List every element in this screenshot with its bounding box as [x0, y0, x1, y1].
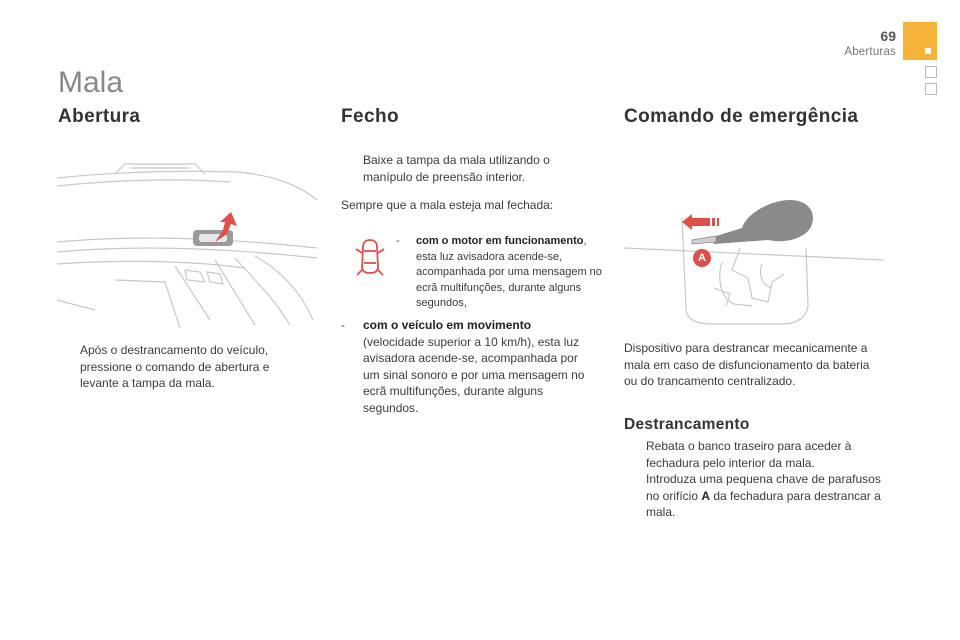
page-number: 69 [880, 28, 896, 44]
section-label: Aberturas [844, 46, 896, 58]
chapter-tab-active [903, 22, 937, 60]
heading-abertura: Abertura [58, 106, 141, 127]
item-bold: com o veículo em movimento [363, 318, 532, 332]
page-title: Mala [58, 66, 124, 99]
instruction-abertura [62, 342, 292, 392]
chapter-tab [925, 66, 937, 78]
warning-item-engine [396, 234, 604, 312]
warning-item-moving [341, 317, 591, 416]
item-text: , esta luz avisadora acende-se, acompanhada por uma mensagem no ecrã multifunções, durante alguns segundos, [416, 235, 602, 309]
instruction-text: Baixe a tampa da mala utilizando o manípulo de preensão interior. [363, 153, 550, 184]
boot-opening-illustration [55, 160, 320, 328]
item-bold: com o motor em funcionamento [416, 235, 584, 247]
subheading-destrancamento: Destrancamento [624, 416, 750, 433]
instruction-text: Após o destrancamento do veículo, pressione o comando de abertura e levante a tampa da mala. [80, 343, 270, 390]
heading-comando-emergencia: Comando de emergência [624, 106, 859, 127]
instruction-fecho [341, 152, 581, 185]
emergency-description: Dispositivo para destrancar mecanicamente a mala em caso de disfuncionamento da bateria ou do trancamento centralizado. [624, 341, 870, 388]
dash: - [341, 318, 345, 332]
chapter-tab [925, 83, 937, 95]
list-item [624, 438, 884, 471]
item-text: Introduza uma pequena chave de parafusos no orifício [646, 472, 881, 503]
heading-fecho: Fecho [341, 106, 399, 127]
list-item [624, 471, 884, 521]
dash: - [396, 235, 400, 247]
intro-text: Sempre que a mala esteja mal fechada: [341, 198, 554, 212]
item-text: Rebata o banco traseiro para aceder à fechadura pelo interior da mala. [646, 439, 852, 470]
item-text-after: da fechadura para destrancar a mala. [646, 488, 881, 519]
figure-label-a: A [698, 252, 706, 264]
unlock-instructions [624, 438, 884, 521]
item-text: (velocidade superior a 10 km/h), esta luz avisadora acende-se, acompanhada por um sinal sonoro e por uma mensagem no ecrã multifunções, durante alguns segundos. [363, 334, 585, 415]
open-boot-warning-icon [354, 237, 386, 277]
emergency-release-illustration [622, 178, 886, 326]
item-bold: A [701, 488, 711, 503]
